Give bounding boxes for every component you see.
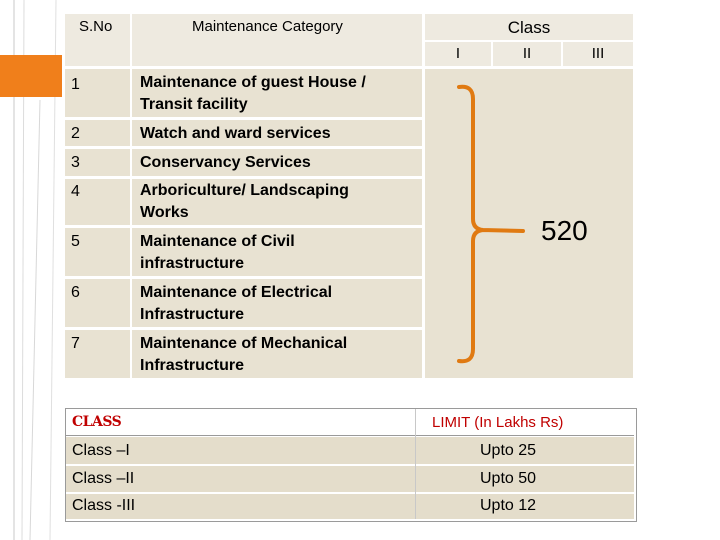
row-sno: 4	[71, 183, 80, 200]
table-row-sno	[65, 149, 130, 176]
limits-header-row	[66, 409, 634, 435]
merged-value: 520	[541, 215, 588, 246]
row-category: Arboriculture/ Landscaping Works	[140, 182, 349, 221]
limits-header-class: CLASS	[72, 414, 122, 430]
row-sno: 3	[71, 154, 80, 171]
header-sno: S.No	[79, 18, 113, 35]
table-row-sno	[65, 179, 130, 225]
table-row-sno	[65, 228, 130, 276]
table-row	[66, 466, 634, 492]
row-category: Watch and ward services	[140, 125, 331, 142]
row-category: Maintenance of Mechanical Infrastructure	[140, 335, 348, 374]
limits-class: Class -III	[72, 497, 136, 514]
header-class-iii-cell	[563, 42, 633, 66]
table-row-category	[132, 330, 422, 378]
row-sno: 2	[71, 125, 80, 142]
header-class-i-cell	[425, 42, 491, 66]
header-class-ii: II	[522, 45, 532, 62]
limits-table	[65, 408, 637, 522]
row-category: Conservancy Services	[140, 154, 311, 171]
brace-icon	[425, 69, 633, 378]
header-class-iii: III	[591, 45, 605, 62]
header-sno-cell	[65, 14, 130, 66]
accent-bar	[0, 55, 62, 97]
header-class-i: I	[455, 45, 461, 62]
header-category: Maintenance Category	[192, 18, 343, 35]
table-row-sno	[65, 330, 130, 378]
limits-class: Class –II	[72, 470, 135, 487]
table-row	[66, 494, 634, 519]
row-sno: 7	[71, 335, 80, 352]
header-class-cell	[425, 14, 633, 40]
limits-class: Class –I	[72, 442, 130, 459]
limits-value: Upto 25	[480, 442, 537, 459]
header-class-ii-cell	[493, 42, 561, 66]
row-category: Maintenance of guest House / Transit facility	[140, 74, 366, 113]
table-row-category	[132, 228, 422, 276]
row-category: Maintenance of Civil infrastructure	[140, 233, 295, 272]
table-row	[66, 437, 634, 464]
table-row-category	[132, 179, 422, 225]
header-class: Class	[507, 18, 551, 37]
limits-header-limit: LIMIT (In Lakhs Rs)	[432, 414, 564, 431]
row-sno: 5	[71, 233, 80, 250]
table-row-category	[132, 149, 422, 176]
divider	[66, 435, 634, 436]
limits-value: Upto 12	[480, 497, 537, 514]
row-sno: 1	[71, 76, 80, 93]
table-row-category	[132, 279, 422, 327]
row-category: Maintenance of Electrical Infrastructure	[140, 284, 333, 323]
limits-value: Upto 50	[480, 470, 537, 487]
class-merged-cell	[425, 69, 633, 378]
table-row-category	[132, 69, 422, 117]
table-row-sno	[65, 69, 130, 117]
header-category-cell	[132, 14, 422, 66]
table-row-sno	[65, 279, 130, 327]
table-row-sno	[65, 120, 130, 146]
column-divider	[415, 409, 416, 519]
row-sno: 6	[71, 284, 80, 301]
table-row-category	[132, 120, 422, 146]
